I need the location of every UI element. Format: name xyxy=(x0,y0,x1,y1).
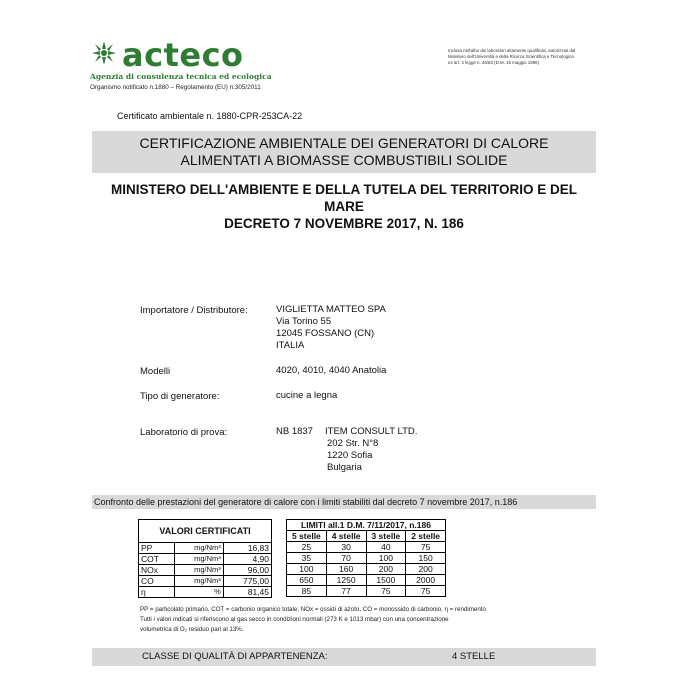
logo-wordmark: acteco xyxy=(122,36,244,74)
value-cell: 775,00 xyxy=(223,576,271,587)
table-row xyxy=(287,586,446,597)
limit-cell: 35 xyxy=(287,553,327,564)
unit-cell: mg/Nm³ xyxy=(174,554,223,565)
param-cell: NOx xyxy=(139,565,175,576)
table-row xyxy=(139,554,272,565)
value-cell: 16,83 xyxy=(223,543,271,554)
limit-cell: 25 xyxy=(287,542,327,553)
limit-col-5-stars: 5 stelle xyxy=(287,531,327,542)
ministry-line-2: DECRETO 7 NOVEMBRE 2017, N. 186 xyxy=(224,216,464,231)
importer-city: 12045 FOSSANO (CN) xyxy=(276,328,375,339)
footnote-line-1: PP = particolato primario, COT = carbonio organico totale, NOx = ossidi di azoto, CO = monossido di carbonio, η = rendimento xyxy=(140,606,486,613)
models-label: Modelli xyxy=(140,366,171,377)
quality-class-label: CLASSE DI QUALITÀ DI APPARTENENZA: xyxy=(142,651,328,662)
footnotes xyxy=(140,605,560,635)
table-row xyxy=(287,575,446,586)
limit-cell: 100 xyxy=(287,564,327,575)
table-row xyxy=(287,564,446,575)
accreditation-note: Inclusa nell'albo dei laboratori altamente qualificati, autorizzati dal Ministero dell'Università e della Ricerca Scientifica e Tecnologica ex art. 4 legge n. 46/83 (D.M. 15 maggio 1996) xyxy=(448,48,576,65)
lab-nb: NB 1837 xyxy=(276,426,313,437)
generator-type-value: cucine a legna xyxy=(276,390,338,401)
importer-street: Via Torino 55 xyxy=(276,316,332,327)
limit-cell: 200 xyxy=(366,564,406,575)
limit-col-2-stars: 2 stelle xyxy=(406,531,446,542)
unit-cell: % xyxy=(174,587,223,598)
lab-block xyxy=(325,426,417,474)
ministry-heading xyxy=(92,181,596,232)
acteco-logo-icon xyxy=(90,39,118,67)
table-row xyxy=(139,565,272,576)
title-band xyxy=(92,131,596,173)
unit-cell: mg/Nm³ xyxy=(174,543,223,554)
table-row xyxy=(287,542,446,553)
generator-type-label: Tipo di generatore: xyxy=(140,391,220,402)
param-cell: COT xyxy=(139,554,175,565)
table-row xyxy=(287,553,446,564)
ministry-line-1: MINISTERO DELL'AMBIENTE E DELLA TUTELA DEL TERRITORIO E DEL MARE xyxy=(111,182,577,214)
importer-block xyxy=(276,304,386,352)
unit-cell: mg/Nm³ xyxy=(174,576,223,587)
limit-cell: 77 xyxy=(326,586,366,597)
lab-label: Laboratorio di prova: xyxy=(140,427,228,438)
lab-country: Bulgaria xyxy=(327,462,362,473)
limits-table xyxy=(286,519,446,597)
certificate-number: Certificato ambientale n. 1880-CPR-253CA-22 xyxy=(117,111,303,121)
limit-col-3-stars: 3 stelle xyxy=(366,531,406,542)
title-line-2: ALIMENTATI A BIOMASSE COMBUSTIBILI SOLIDE xyxy=(180,152,508,168)
lab-name: ITEM CONSULT LTD. xyxy=(325,426,418,437)
limit-cell: 650 xyxy=(287,575,327,586)
limit-cell: 150 xyxy=(406,553,446,564)
limit-cell: 1500 xyxy=(366,575,406,586)
limit-cell: 160 xyxy=(326,564,366,575)
table-row xyxy=(139,576,272,587)
limit-cell: 75 xyxy=(406,542,446,553)
value-cell: 96,00 xyxy=(223,565,271,576)
param-cell: PP xyxy=(139,543,175,554)
param-cell: CO xyxy=(139,576,175,587)
importer-label: Importatore / Distributore: xyxy=(140,305,248,316)
quality-class-band xyxy=(92,648,596,666)
table-row xyxy=(139,543,272,554)
footnote-line-2: Tutti i valori indicati si riferiscono al gas secco in condizioni normali (273 K e 1013 mbar) con una concentrazione xyxy=(140,616,449,623)
limit-cell: 200 xyxy=(406,564,446,575)
certified-values-table xyxy=(138,519,272,598)
table-row xyxy=(139,587,272,598)
unit-cell: mg/Nm³ xyxy=(174,565,223,576)
limits-header: LIMITI all.1 D.M. 7/11/2017, n.186 xyxy=(287,520,446,531)
models-value: 4020, 4010, 4040 Anatolia xyxy=(276,365,387,376)
notified-body-line: Organismo notificato n.1880 – Regolamento (EU) n.305/2011 xyxy=(90,84,261,91)
lab-city: 1220 Sofia xyxy=(327,450,373,461)
value-cell: 4,90 xyxy=(223,554,271,565)
limit-cell: 100 xyxy=(366,553,406,564)
limit-cell: 75 xyxy=(406,586,446,597)
lab-street: 202 Str. N°8 xyxy=(327,438,379,449)
limit-cell: 85 xyxy=(287,586,327,597)
footnote-line-3: volumetrica di O₂ residuo pari al 13%. xyxy=(140,626,244,633)
certified-header: VALORI CERTIFICATI xyxy=(139,520,272,543)
comparison-header: Confronto delle prestazioni del generatore di calore con i limiti stabiliti dal decreto 7 novembre 2017, n.186 xyxy=(92,495,596,509)
limit-cell: 30 xyxy=(326,542,366,553)
importer-name: VIGLIETTA MATTEO SPA xyxy=(276,304,386,315)
param-cell: η xyxy=(139,587,175,598)
limit-cell: 70 xyxy=(326,553,366,564)
limit-cell: 75 xyxy=(366,586,406,597)
limit-col-4-stars: 4 stelle xyxy=(326,531,366,542)
value-cell: 81,45 xyxy=(223,587,271,598)
limit-cell: 2000 xyxy=(406,575,446,586)
quality-class-value: 4 STELLE xyxy=(452,651,496,662)
logo-tagline: Agenzia di consulenza tecnica ed ecologica xyxy=(90,72,272,81)
limit-cell: 40 xyxy=(366,542,406,553)
title-line-1: CERTIFICAZIONE AMBIENTALE DEI GENERATORI DI CALORE xyxy=(139,135,549,151)
importer-country: ITALIA xyxy=(276,340,305,351)
limit-cell: 1250 xyxy=(326,575,366,586)
